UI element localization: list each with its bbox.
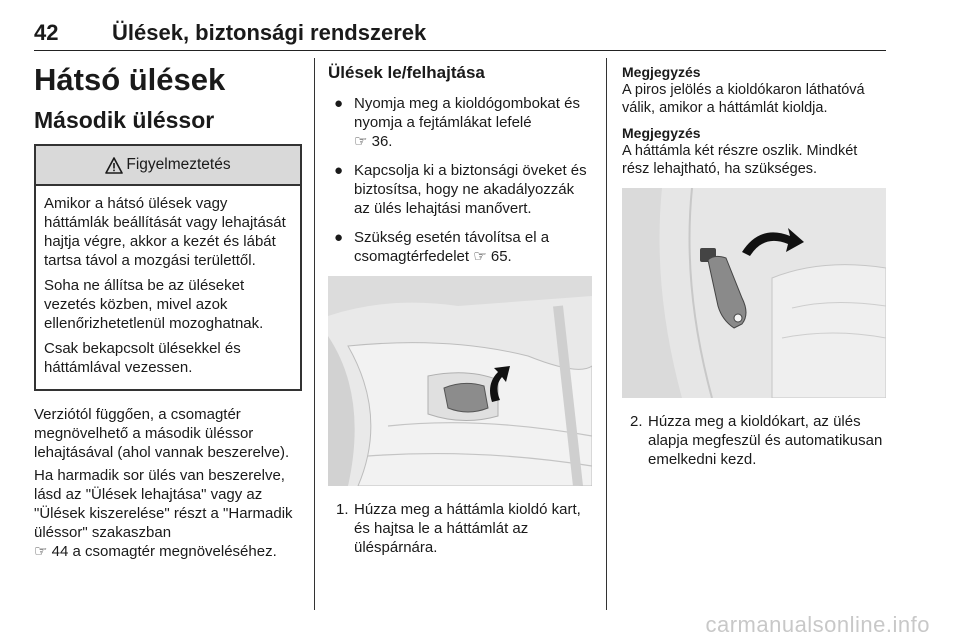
section-heading: Ülések le/felhajtása (328, 63, 485, 82)
note-text: A piros jelölés a kioldókaron láthatóvá válik, amikor a háttámlát kioldja. (622, 82, 865, 116)
list-item (328, 94, 594, 151)
note-heading: Megjegyzés (622, 64, 701, 80)
column-left (34, 58, 302, 565)
note-text: A háttámla két részre oszlik. Mindkét rész lehajtható, ha szükséges. (622, 143, 858, 177)
warning-body (36, 186, 300, 389)
page-reference-link[interactable]: ☞ 44 a csomagtér megnöveléséhez. (34, 543, 277, 560)
body-paragraph: Verziótól függően, a csomagtér megnövelhető a második üléssor lehajtásával (ahol vannak beszerelve). (34, 406, 290, 461)
page-title: Hátsó ülések (34, 62, 226, 97)
page-header (34, 6, 886, 51)
section-title: Ülések, biztonsági rendszerek (112, 20, 427, 45)
step-instruction (622, 412, 888, 469)
body-paragraph: Ha harmadik sor ülés van beszerelve, lásd az "Ülések lehajtása" vagy az "Ülések kiszerelése" részt a "Harmadik üléssor" szakaszban (34, 467, 293, 541)
lever-illustration-drawing (622, 188, 886, 398)
step-number: 1. (336, 501, 349, 518)
bullet-icon: ● (334, 229, 344, 246)
seat-folding-illustration (328, 276, 592, 486)
seat-illustration-drawing (328, 276, 592, 486)
step-text: Húzza meg a háttámla kioldó kart, és hajtsa le a háttámlát az üléspárnára. (354, 501, 581, 556)
list-item (328, 161, 594, 218)
release-lever-illustration (622, 188, 886, 398)
list-item-text: Kapcsolja ki a biztonsági öveket és biztosítsa, hogy ne akadályozzák az ülés lehajtási manővert. (354, 162, 587, 217)
column-right (622, 58, 888, 469)
bullet-icon: ● (334, 95, 344, 112)
list-item-text: Nyomja meg a kioldógombokat és nyomja a fejtámlákat lefelé (354, 95, 580, 131)
step-instruction (328, 500, 594, 557)
column-divider-right (606, 58, 607, 610)
watermark: carmanualsonline.info (705, 612, 930, 637)
note-heading: Megjegyzés (622, 125, 701, 141)
warning-paragraph: Soha ne állítsa be az üléseket vezetés közben, mivel azok ellenőrizhetetlenül mozoghatnak. (44, 277, 264, 332)
bullet-icon: ● (334, 162, 344, 179)
list-item (328, 228, 594, 266)
warning-paragraph: Amikor a hátsó ülések vagy háttámlák beállítását vagy lehajtását hajtja végre, akkor a kezét és lábát tartsa távol a mozgási területtől. (44, 195, 286, 269)
step-text: Húzza meg a kioldókart, az ülés alapja megfeszül és automatikusan emelkedni kezd. (648, 413, 883, 468)
column-middle (328, 58, 594, 557)
page-number: 42 (34, 20, 59, 45)
column-divider-left (314, 58, 315, 610)
warning-triangle-icon (105, 157, 123, 174)
instruction-list (328, 94, 594, 266)
step-number: 2. (630, 413, 643, 430)
page-reference-link[interactable]: ☞ 65. (473, 248, 512, 265)
warning-box (34, 144, 302, 391)
page-reference-link[interactable]: ☞ 36. (354, 133, 393, 150)
list-item-text: Szükség esetén távolítsa el a csomagtérfedelet (354, 229, 550, 265)
warning-heading: Figyelmeztetés (126, 156, 231, 173)
warning-paragraph: Csak bekapcsolt ülésekkel és háttámlával vezessen. (44, 340, 241, 376)
page-subtitle: Második üléssor (34, 107, 215, 133)
warning-header (36, 146, 300, 186)
